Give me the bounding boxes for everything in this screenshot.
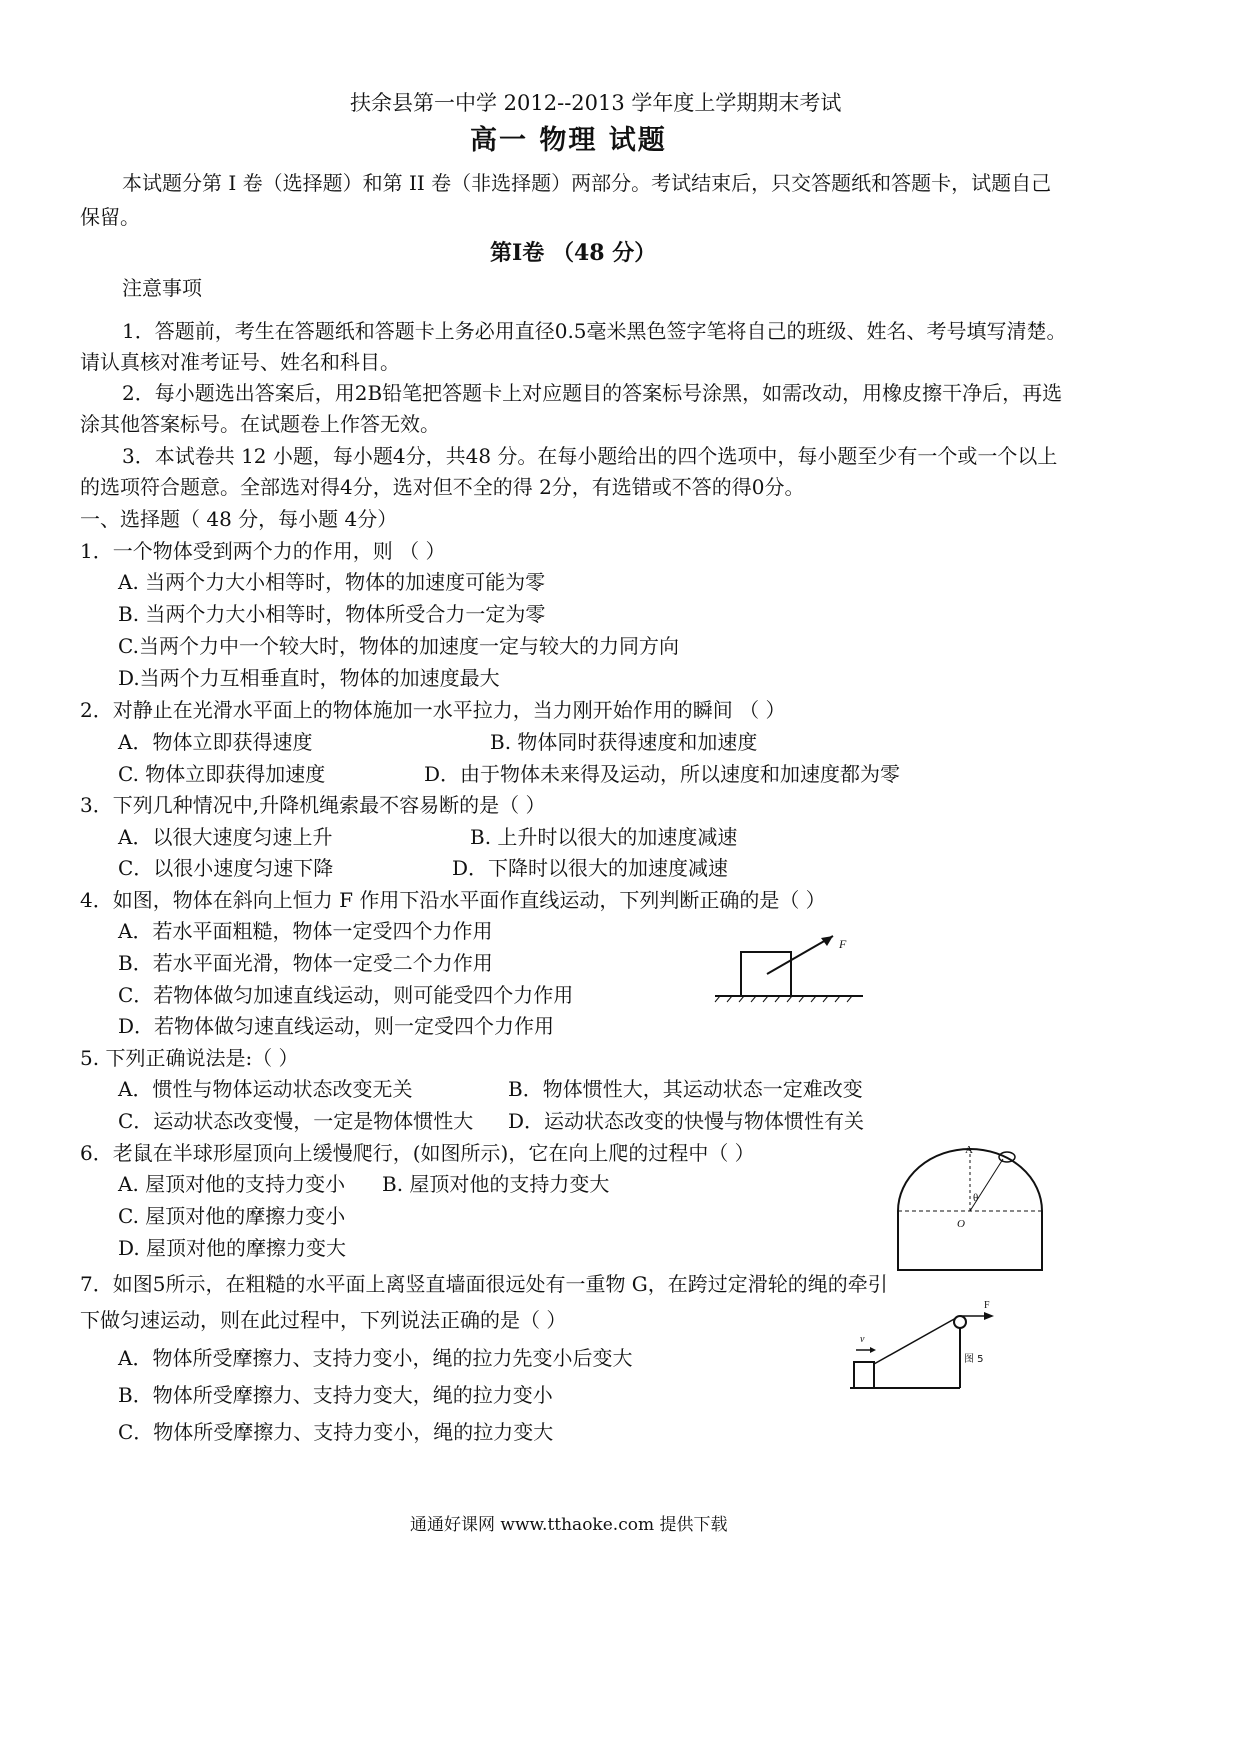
option: B. 物体同时获得速度和加速度	[490, 730, 758, 754]
option: D．若物体做匀速直线运动，则一定受四个力作用	[118, 1014, 555, 1038]
question-stem: 4．如图，物体在斜向上恒力 F 作用下沿水平面作直线运动，下列判断正确的是（ ）	[80, 888, 826, 912]
option: A．以很大速度匀速上升	[118, 825, 333, 849]
question-stem: 5. 下列正确说法是:（ ）	[80, 1046, 299, 1070]
option: D. 屋顶对他的摩擦力变大	[118, 1236, 347, 1260]
option: D．下降时以很大的加速度减速	[452, 856, 729, 880]
intro-line-2: 保留。	[80, 205, 140, 229]
option: B. 当两个力大小相等时，物体所受合力一定为零	[118, 602, 546, 626]
rope	[874, 1318, 956, 1364]
option: B. 屋顶对他的支持力变大	[382, 1172, 610, 1196]
option: A. 屋顶对他的支持力变小	[118, 1172, 346, 1196]
arrow-head	[984, 1312, 994, 1320]
q6-figure	[895, 1145, 1045, 1275]
option: C．若物体做匀加速直线运动，则可能受四个力作用	[118, 983, 574, 1007]
option: B．若水平面光滑，物体一定受二个力作用	[118, 951, 493, 975]
option: A．物体所受摩擦力、支持力变小，绳的拉力先变小后变大	[118, 1346, 633, 1370]
option: A. 当两个力大小相等时，物体的加速度可能为零	[118, 570, 546, 594]
option: C. 屋顶对他的摩擦力变小	[118, 1204, 346, 1228]
force-label: F	[839, 937, 847, 951]
option: D．运动状态改变的快慢与物体惯性有关	[508, 1109, 865, 1133]
page-title: 高一 物理 试题	[470, 125, 667, 156]
question-stem: 1．一个物体受到两个力的作用，则 （ ）	[80, 539, 446, 563]
option: C.当两个力中一个较大时，物体的加速度一定与较大的力同方向	[118, 634, 679, 658]
option: C．以很小速度匀速下降	[118, 856, 334, 880]
part1-heading: 第I卷 （48 分）	[490, 240, 657, 266]
option: A．惯性与物体运动状态改变无关	[118, 1077, 413, 1101]
question-stem: 7．如图5所示，在粗糙的水平面上离竖直墙面很远处有一重物 G，在跨过定滑轮的绳的牵引	[80, 1272, 888, 1296]
exam-header: 扶余县第一中学 2012--2013 学年度上学期期末考试	[350, 91, 842, 115]
option: B．物体惯性大，其运动状态一定难改变	[508, 1077, 863, 1101]
option: C．物体所受摩擦力、支持力变小，绳的拉力变大	[118, 1420, 554, 1444]
option: A．若水平面粗糙，物体一定受四个力作用	[118, 919, 493, 943]
note-line: 的选项符合题意。全部选对得4分，选对但不全的得 2分，有选错或不答的得0分。	[80, 475, 805, 499]
option: B. 上升时以很大的加速度减速	[470, 825, 738, 849]
option: C．运动状态改变慢，一定是物体惯性大	[118, 1109, 474, 1133]
option: B．物体所受摩擦力、支持力变大，绳的拉力变小	[118, 1383, 553, 1407]
q4-figure	[715, 930, 865, 1010]
q7-figure	[848, 1300, 998, 1400]
note-line: 2．每小题选出答案后，用2B铅笔把答题卡上对应题目的答案标号涂黑，如需改动，用橡皮擦干净后，再选	[122, 381, 1063, 405]
velocity-head	[870, 1347, 876, 1353]
label-f: F	[984, 1300, 990, 1311]
label-theta: θ	[973, 1192, 979, 1204]
note-line: 请认真核对准考证号、姓名和科目。	[80, 350, 400, 374]
weight-block	[854, 1362, 874, 1388]
label-a: A	[965, 1144, 973, 1156]
question-stem: 下做匀速运动，则在此过程中，下列说法正确的是（ ）	[80, 1308, 567, 1332]
option: A．物体立即获得速度	[118, 730, 313, 754]
question-stem: 3．下列几种情况中,升降机绳索最不容易断的是（ ）	[80, 793, 546, 817]
force-arrow	[767, 936, 833, 974]
notice-title: 注意事项	[122, 276, 202, 300]
note-line: 3．本试卷共 12 小题，每小题4分，共48 分。在每小题给出的四个选项中，每小题至少有一个或一个以上	[122, 444, 1058, 468]
question-stem: 2．对静止在光滑水平面上的物体施加一水平拉力，当力刚开始作用的瞬间 （ ）	[80, 698, 786, 722]
note-line: 涂其他答案标号。在试题卷上作答无效。	[80, 412, 440, 436]
footer-source: 通通好课网 www.tthaoke.com 提供下载	[410, 1515, 728, 1535]
option: D.当两个力互相垂直时，物体的加速度最大	[118, 666, 500, 690]
block	[741, 952, 791, 996]
label-o: O	[957, 1218, 965, 1230]
note-line: 1．答题前，考生在答题纸和答题卡上务必用直径0.5毫米黑色签字笔将自己的班级、姓名、考号填写清楚。	[122, 319, 1067, 343]
intro-line-1: 本试题分第 I 卷（选择题）和第 II 卷（非选择题）两部分。考试结束后，只交答题纸和答题卡，试题自己	[122, 171, 1052, 195]
label-v: v	[860, 1334, 865, 1345]
question-stem: 6．老鼠在半球形屋顶向上缓慢爬行，(如图所示)，它在向上爬的过程中（ ）	[80, 1141, 755, 1165]
option: C. 物体立即获得加速度	[118, 762, 326, 786]
section-title: 一、选择题（ 48 分，每小题 4分）	[80, 507, 398, 531]
label-fig5: 图 5	[964, 1354, 984, 1365]
option: D．由于物体未来得及运动，所以速度和加速度都为零	[424, 762, 901, 786]
